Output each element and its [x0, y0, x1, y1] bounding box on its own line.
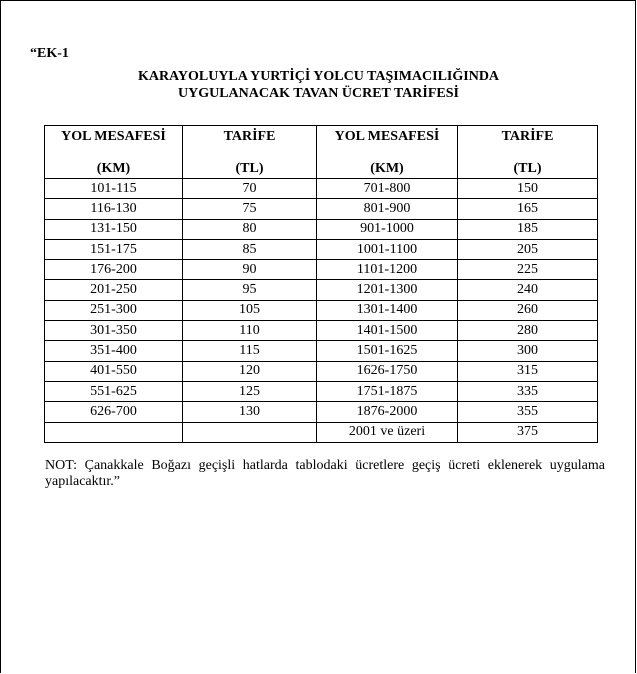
footnote: NOT: Çanakkale Boğazı geçişli hatlarda tablodaki ücretlere geçiş ücreti eklenerek uygulama yapılacaktır.” [45, 458, 605, 489]
title-line-2: UYGULANACAK TAVAN ÜCRET TARİFESİ [178, 86, 459, 101]
annex-label: “EK-1 [30, 46, 69, 61]
distance-cell: 1201-1300 [317, 280, 458, 300]
title-line-1: KARAYOLUYLA YURTİÇİ YOLCU TAŞIMACILIĞINDA [137, 69, 500, 84]
tariff-cell: 185 [458, 219, 598, 239]
tariff-cell: 165 [458, 199, 598, 219]
distance-cell: 1101-1200 [317, 260, 458, 280]
tariff-cell: 355 [458, 402, 598, 422]
distance-cell: 801-900 [317, 199, 458, 219]
distance-cell: 701-800 [317, 179, 458, 199]
distance-cell: 626-700 [45, 402, 183, 422]
distance-cell: 201-250 [45, 280, 183, 300]
distance-cell: 101-115 [45, 179, 183, 199]
tariff-cell: 240 [458, 280, 598, 300]
table-row [45, 239, 598, 259]
tariff-cell: 335 [458, 381, 598, 401]
tariff-cell: 70 [183, 179, 317, 199]
tariff-cell: 150 [458, 179, 598, 199]
tariff-cell: 95 [183, 280, 317, 300]
header-tariff-1: TARİFE (TL) [183, 126, 317, 179]
distance-cell: 551-625 [45, 381, 183, 401]
table-row [45, 361, 598, 381]
tariff-cell: 130 [183, 402, 317, 422]
table-row [45, 381, 598, 401]
tariff-cell: 375 [458, 422, 598, 442]
header-distance-2: YOL MESAFESİ (KM) [317, 126, 458, 179]
distance-cell: 1751-1875 [317, 381, 458, 401]
table-row [45, 341, 598, 361]
distance-cell: 1501-1625 [317, 341, 458, 361]
table-row [45, 321, 598, 341]
tariff-cell: 110 [183, 321, 317, 341]
tariff-cell: 225 [458, 260, 598, 280]
distance-cell: 301-350 [45, 321, 183, 341]
tariff-cell: 260 [458, 300, 598, 320]
header-distance-1: YOL MESAFESİ (KM) [45, 126, 183, 179]
tariff-cell: 80 [183, 219, 317, 239]
table-row [45, 199, 598, 219]
tariff-cell: 85 [183, 239, 317, 259]
distance-cell: 1001-1100 [317, 239, 458, 259]
tariff-cell: 300 [458, 341, 598, 361]
tariff-cell: 75 [183, 199, 317, 219]
table-row [45, 260, 598, 280]
tariff-table [44, 125, 598, 443]
distance-cell: 151-175 [45, 239, 183, 259]
distance-cell: 131-150 [45, 219, 183, 239]
tariff-cell: 115 [183, 341, 317, 361]
distance-cell: 2001 ve üzeri [317, 422, 458, 442]
distance-cell: 251-300 [45, 300, 183, 320]
tariff-cell: 280 [458, 321, 598, 341]
table-header-row [45, 126, 598, 179]
table-row [45, 179, 598, 199]
distance-cell: 1876-2000 [317, 402, 458, 422]
document-title [0, 68, 637, 102]
tariff-cell: 125 [183, 381, 317, 401]
tariff-cell: 205 [458, 239, 598, 259]
tariff-table-body [45, 179, 598, 443]
distance-cell: 401-550 [45, 361, 183, 381]
distance-cell: 351-400 [45, 341, 183, 361]
distance-cell: 901-1000 [317, 219, 458, 239]
table-row [45, 300, 598, 320]
distance-cell [45, 422, 183, 442]
distance-cell: 1301-1400 [317, 300, 458, 320]
header-tariff-2: TARİFE (TL) [458, 126, 598, 179]
table-row [45, 422, 598, 442]
distance-cell: 1401-1500 [317, 321, 458, 341]
tariff-cell: 120 [183, 361, 317, 381]
tariff-cell [183, 422, 317, 442]
distance-cell: 116-130 [45, 199, 183, 219]
tariff-cell: 90 [183, 260, 317, 280]
table-row [45, 280, 598, 300]
distance-cell: 176-200 [45, 260, 183, 280]
table-row [45, 219, 598, 239]
tariff-cell: 315 [458, 361, 598, 381]
tariff-cell: 105 [183, 300, 317, 320]
distance-cell: 1626-1750 [317, 361, 458, 381]
table-row [45, 402, 598, 422]
